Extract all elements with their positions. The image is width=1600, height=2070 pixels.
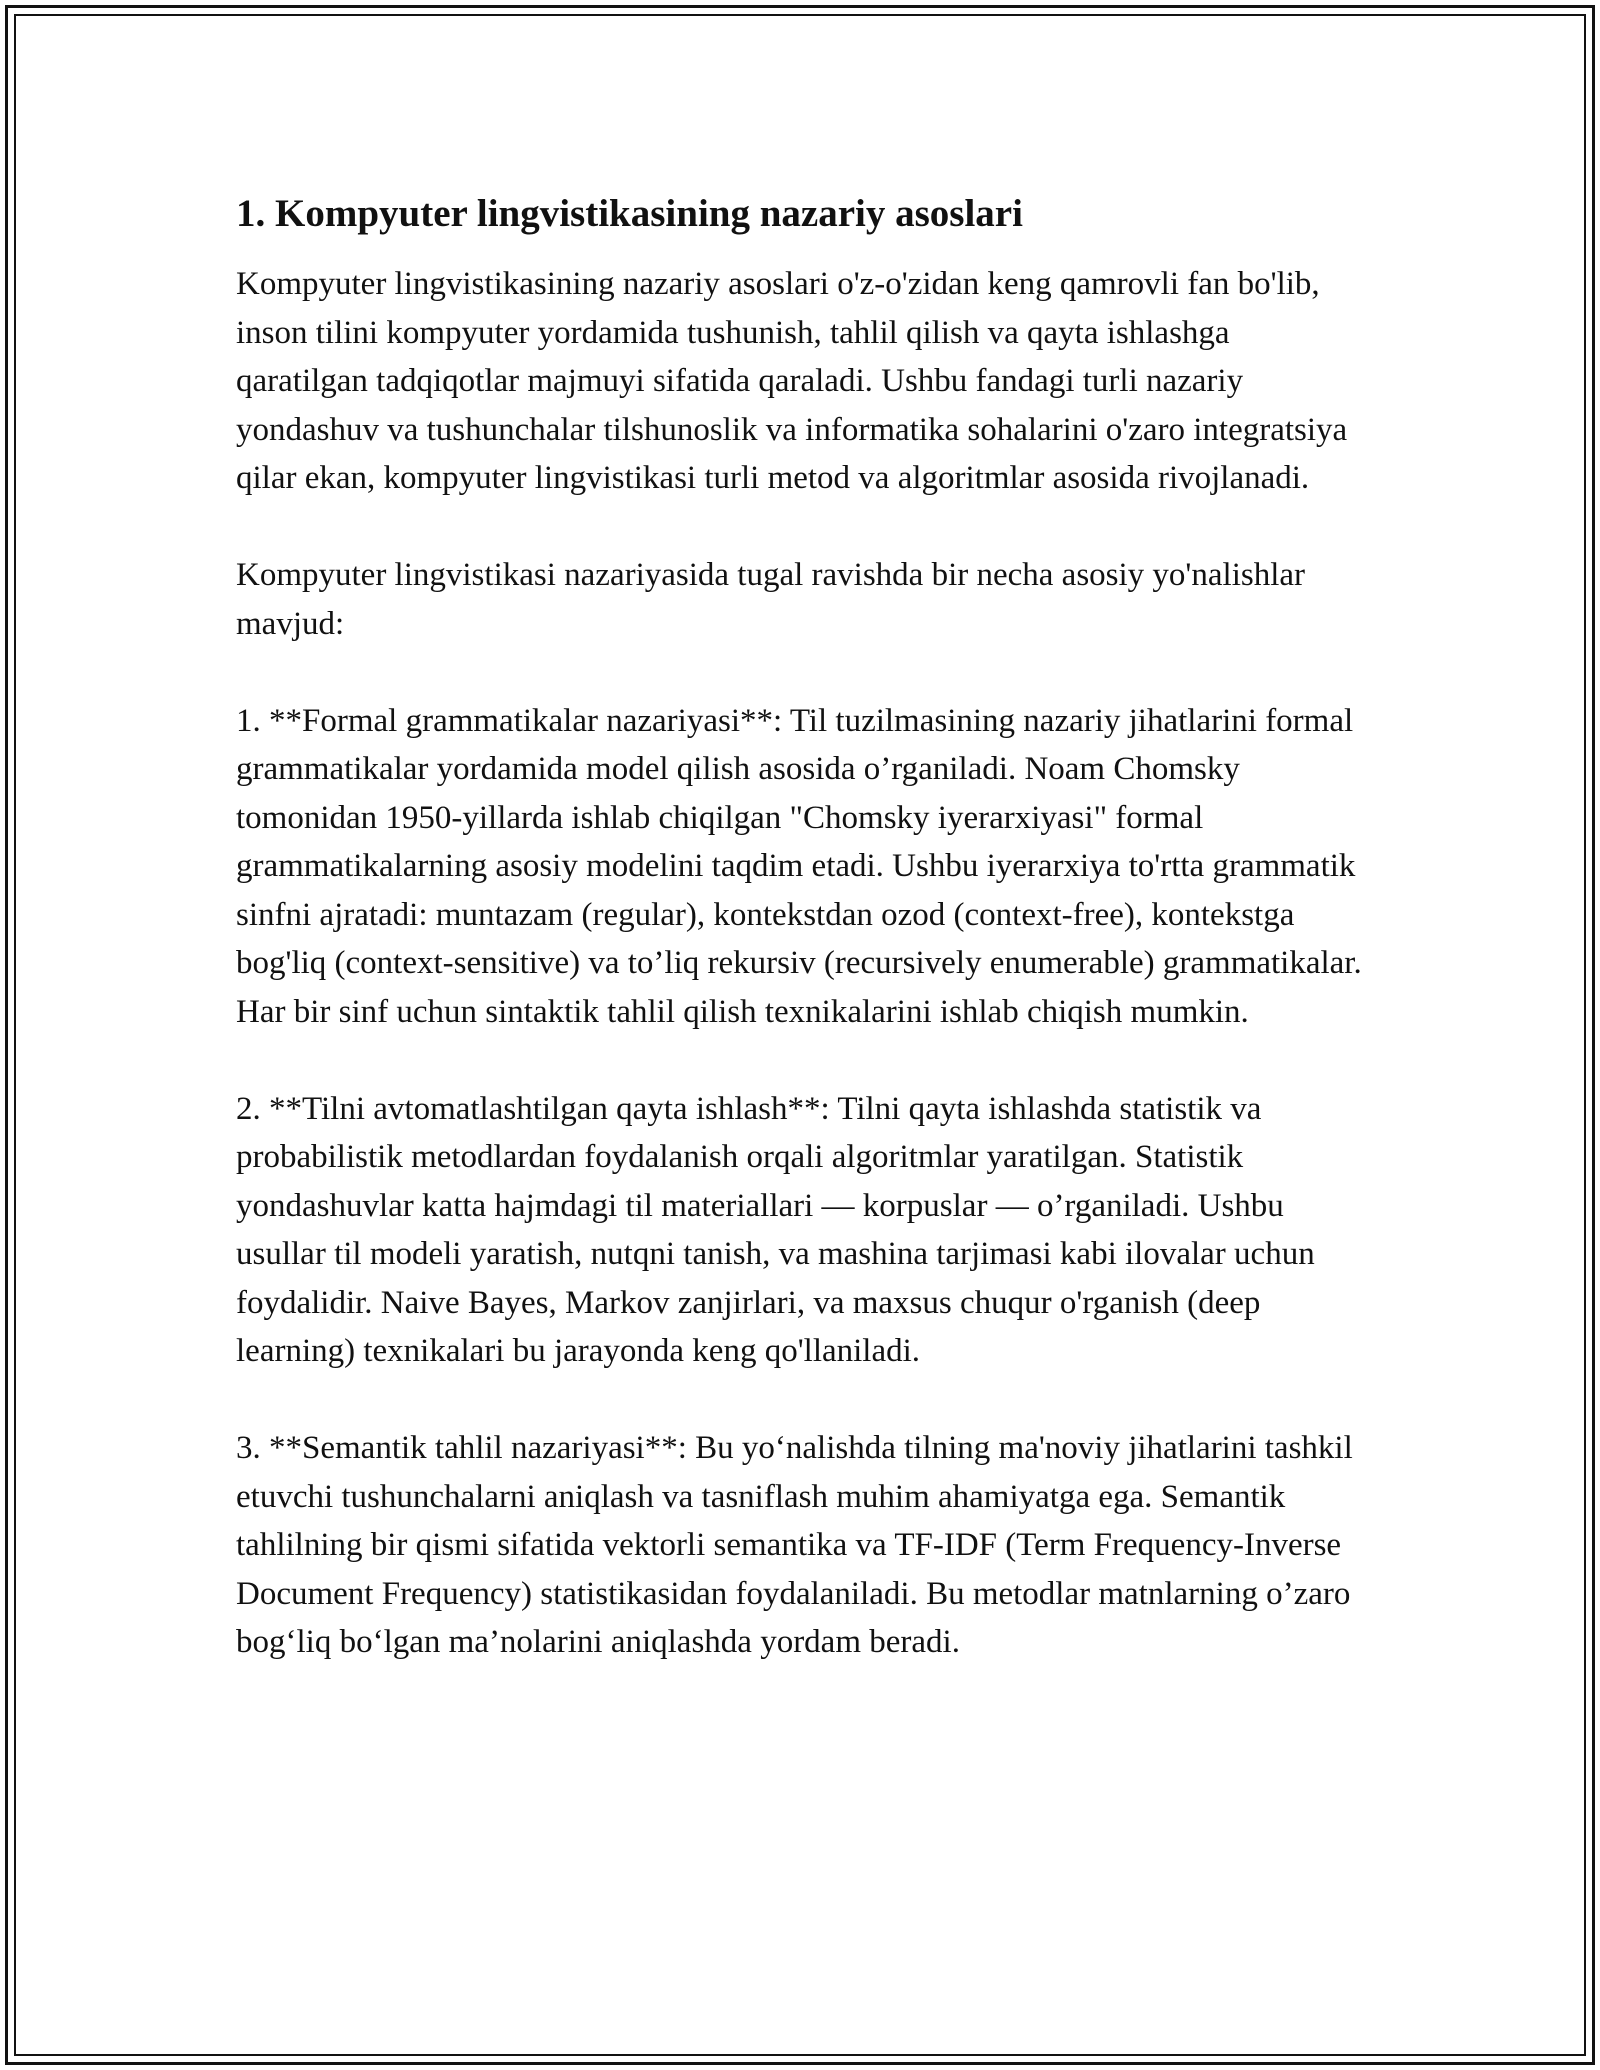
formal-grammars-paragraph: 1. **Formal grammatikalar nazariyasi**: Til tuzilmasining nazariy jihatlarini formal grammatikalar yordamida model qilish asosida o’rganiladi. Noam Chomsky tomonidan 1950-yillarda ishlab chiqilgan "Chomsky iyerarxiyasi" formal grammatikalarning asosiy modelini taqdim etadi. Ushbu iyerarxiya to'rtta grammatik sinfni ajratadi: muntazam (regular), kontekstdan ozod (context-free), kontekstga bog'liq (context-sensitive) va to’liq rekursiv (recursively enumerable) grammatikalar. Har bir sinf uchun sintaktik tahlil qilish texnikalarini ishlab chiqish mumkin. xyxy=(236,702,1362,1030)
automated-processing-paragraph: 2. **Tilni avtomatlashtilgan qayta ishlash**: Tilni qayta ishlashda statistik va probabilistik metodlardan foydalanish orqali algoritmlar yaratilgan. Statistik yondashuvlar katta hajmdagi til materiallari — korpuslar — o’rganiladi. Ushbu usullar til modeli yaratish, nutqni tanish, va mashina tarjimasi kabi ilovalar uchun foydalidir. Naive Bayes, Markov zanjirlari, va maxsus chuqur o'rganish (deep learning) texnikalari bu jarayonda keng qo'llaniladi. xyxy=(236,1090,1315,1369)
document-body xyxy=(236,188,1366,1667)
section-heading: 1. Kompyuter lingvistikasining nazariy asoslari xyxy=(236,192,1023,235)
semantic-analysis-paragraph: 3. **Semantik tahlil nazariyasi**: Bu yo‘nalishda tilning ma'noviy jihatlarini tashkil etuvchi tushunchalarni aniqlash va tasniflash muhim ahamiyatga ega. Semantik tahlilning bir qismi sifatida vektorli semantika va TF-IDF (Term Frequency-Inverse Document Frequency) statistikasidan foydalaniladi. Bu metodlar matnlarning o’zaro bog‘liq bo‘lgan ma’nolarini aniqlashda yordam beradi. xyxy=(236,1430,1353,1660)
intro-paragraph: Kompyuter lingvistikasining nazariy asoslari o'z-o'zidan keng qamrovli fan bo'lib, inson tilini kompyuter yordamida tushunish, tahlil qilish va qayta ishlashga qaratilgan tadqiqotlar majmuyi sifatida qaraladi. Ushbu fandagi turli nazariy yondashuv va tushunchalar tilshunoslik va informatika sohalarini o'zaro integratsiya qilar ekan, kompyuter lingvistikasi turli metod va algoritmlar asosida rivojlanadi. xyxy=(236,266,1348,496)
directions-lead-paragraph: Kompyuter lingvistikasi nazariyasida tugal ravishda bir necha asosiy yo'nalishlar mavjud: xyxy=(236,557,1306,642)
